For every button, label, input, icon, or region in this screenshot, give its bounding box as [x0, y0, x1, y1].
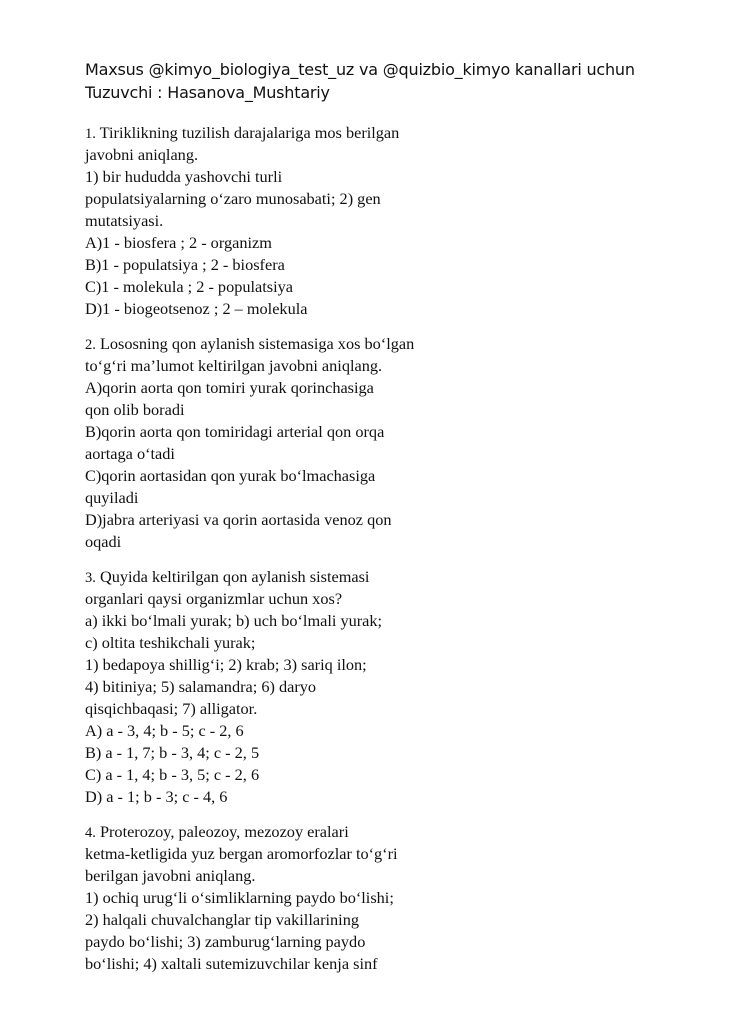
question-text-line: D)1 - biogeotsenoz ; 2 – molekula — [85, 299, 308, 318]
question-text-line: to‘g‘ri ma’lumot keltirilgan javobni aniqlang. — [85, 356, 383, 375]
document-header — [85, 58, 685, 104]
question-text-line: D) a - 1; b - 3; c - 4, 6 — [85, 787, 228, 806]
question-text-line: C)1 - molekula ; 2 - populatsiya — [85, 277, 293, 296]
question-text-line: 2) halqali chuvalchanglar tip vakillarining — [85, 910, 359, 929]
question-text-line: D)jabra arteriyasi va qorin aortasida venoz qon — [85, 510, 392, 529]
question-text-line: 1) bir hududda yashovchi turli — [85, 167, 283, 186]
question-stem-start: Quyida keltirilgan qon aylanish sistemasi — [95, 567, 370, 586]
question-number: 3. — [85, 570, 96, 586]
question-text-line: C)qorin aortasidan qon yurak bo‘lmachasiga — [85, 466, 376, 485]
question-text-line: A)qorin aorta qon tomiri yurak qorinchasiga — [85, 378, 374, 397]
question-text-line: c) oltita teshikchali yurak; — [85, 633, 256, 652]
question-text-line: A)1 - biosfera ; 2 - organizm — [85, 233, 272, 252]
question-text-line: C) a - 1, 4; b - 3, 5; c - 2, 6 — [85, 765, 260, 784]
question-list — [85, 122, 685, 975]
question-text-line: B)qorin aorta qon tomiridagi arterial qon orqa — [85, 422, 385, 441]
question-number: 4. — [85, 825, 96, 841]
question-number: 1. — [85, 126, 96, 142]
question-2 — [85, 333, 685, 553]
question-3 — [85, 566, 685, 808]
question-text-line: 1) ochiq urug‘li o‘simliklarning paydo bo‘lishi; — [85, 888, 394, 907]
question-text-line: B) a - 1, 7; b - 3, 4; c - 2, 5 — [85, 743, 260, 762]
question-text-line: bo‘lishi; 4) xaltali sutemizuvchilar kenja sinf — [85, 954, 378, 973]
question-text-line: javobni aniqlang. — [85, 145, 199, 164]
question-text-line: 1) bedapoya shillig‘i; 2) krab; 3) sariq ilon; — [85, 655, 367, 674]
question-first-line — [85, 122, 685, 144]
question-text-line: berilgan javobni aniqlang. — [85, 866, 256, 885]
question-first-line — [85, 821, 685, 843]
question-stem-start: Proterozoy, paleozoy, mezozoy eralari — [95, 822, 349, 841]
question-stem-start: Lososning qon aylanish sistemasiga xos bo‘lgan — [95, 334, 415, 353]
question-first-line — [85, 566, 685, 588]
channel-credit-line: Maxsus @kimyo_biologiya_test_uz va @quizbio_kimyo kanallari uchun — [85, 60, 635, 79]
question-text-line: aortaga o‘tadi — [85, 444, 175, 463]
question-text-line: ketma-ketligida yuz bergan aromorfozlar to‘g‘ri — [85, 844, 398, 863]
question-text-line: A) a - 3, 4; b - 5; c - 2, 6 — [85, 721, 244, 740]
question-text-line: quyiladi — [85, 488, 139, 507]
question-text-line: populatsiyalarning o‘zaro munosabati; 2) gen — [85, 189, 381, 208]
question-text-line: mutatsiyasi. — [85, 211, 164, 230]
question-number: 2. — [85, 337, 96, 353]
question-text-line: organlari qaysi organizmlar uchun xos? — [85, 589, 343, 608]
question-text-line: qon olib boradi — [85, 400, 185, 419]
question-text-line: a) ikki bo‘lmali yurak; b) uch bo‘lmali yurak; — [85, 611, 383, 630]
author-line: Tuzuvchi : Hasanova_Mushtariy — [85, 83, 330, 102]
question-first-line — [85, 333, 685, 355]
document-page — [85, 58, 685, 988]
question-stem-start: Tiriklikning tuzilish darajalariga mos berilgan — [95, 123, 400, 142]
question-text-line: 4) bitiniya; 5) salamandra; 6) daryo — [85, 677, 317, 696]
question-text-line: qisqichbaqasi; 7) alligator. — [85, 699, 258, 718]
question-text-line: B)1 - populatsiya ; 2 - biosfera — [85, 255, 285, 274]
question-text-line: paydo bo‘lishi; 3) zamburug‘larning paydo — [85, 932, 366, 951]
question-1 — [85, 122, 685, 320]
question-4 — [85, 821, 685, 975]
question-text-line: oqadi — [85, 532, 122, 551]
